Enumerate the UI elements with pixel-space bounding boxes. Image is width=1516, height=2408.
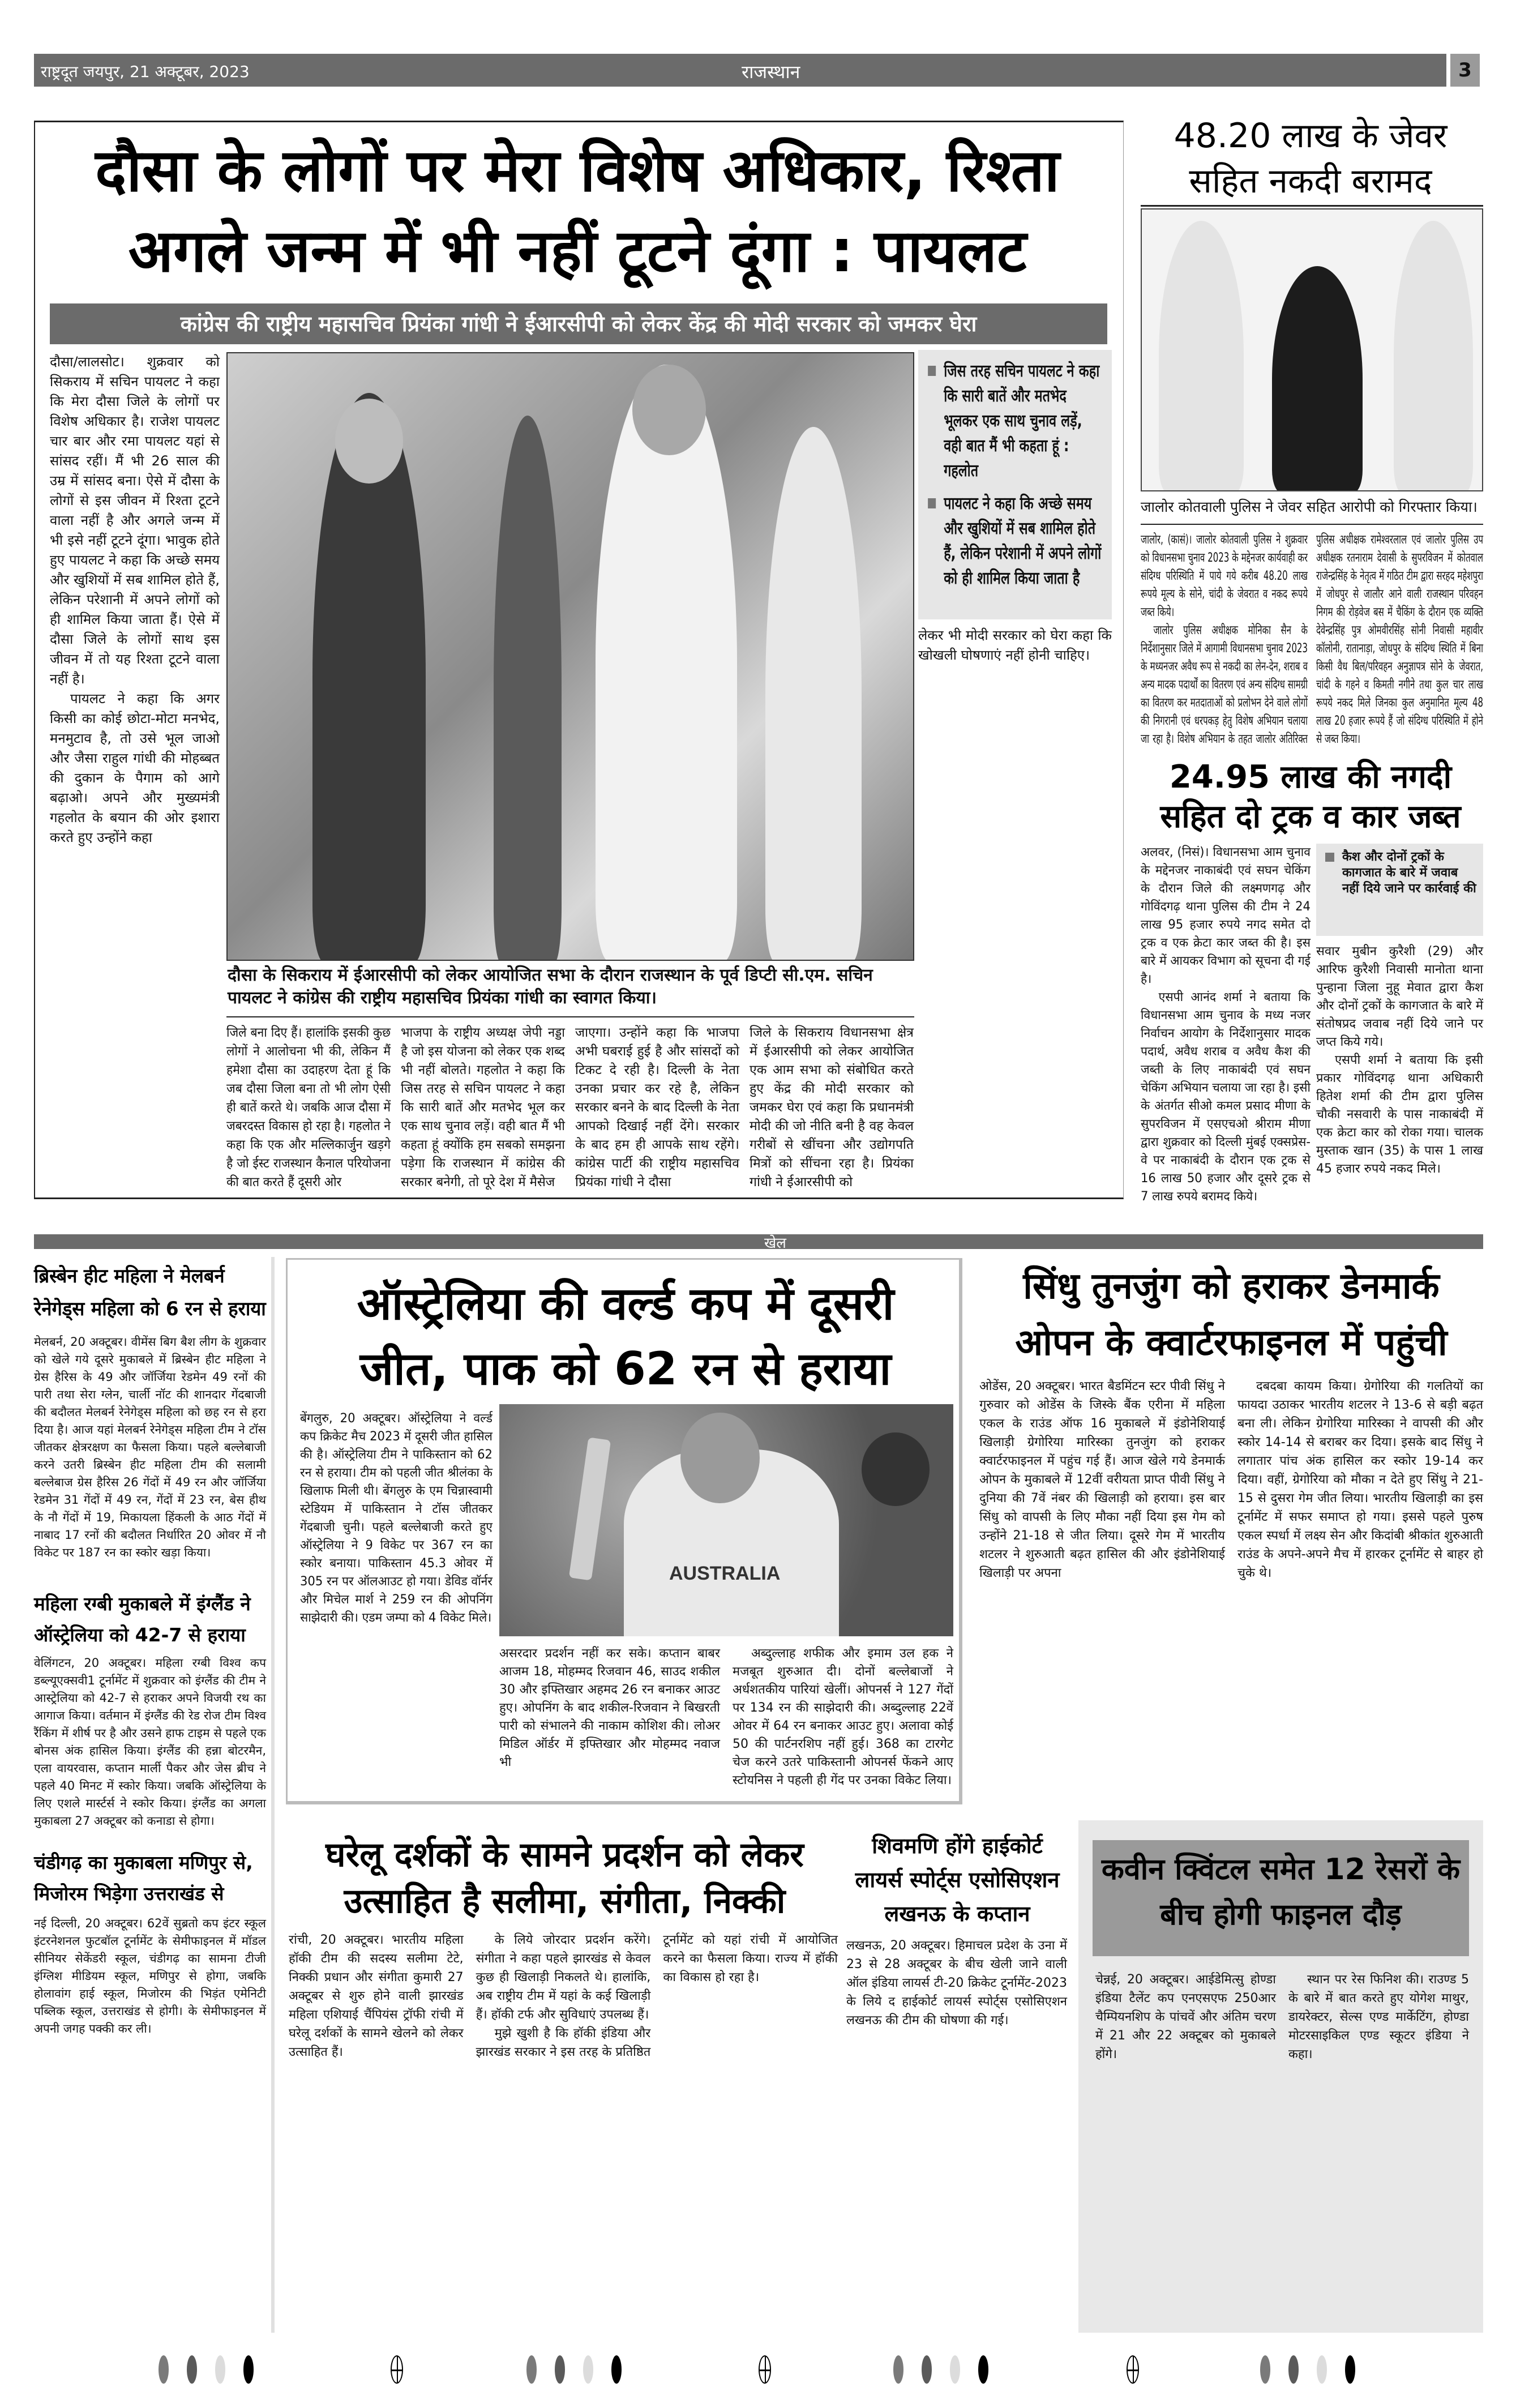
chandigarh-text: नई दिल्ली, 20 अक्टूबर। 62वें सुब्रतो कप इंटर स्कूल इंटरनेशनल फुटबॉल टूर्नामेंट के सेमीफाइनल में मॉडल सीनियर सेकेंडरी स्कूल, चंडीगढ़ का सामना टीजी इंग्लिश मीडियम स्कूल, मणिपुर से होगा, जबकि होलावांग हाई स्कूल, मिजोरम की भिड़ंत एमेनिटी पब्लिक स्कूल, उत्तराखंड से होगी। के सेमीफाइनल में अपनी जगह पक्की कर ली।: [34, 1917, 266, 2035]
lead-bottom-column: भाजपा के राष्ट्रीय अध्यक्ष जेपी नड्डा है जो इस योजना को लेकर एक शब्द भी नहीं बोलते। गहलोत ने कहा कि जिस तरह से सचिन पायलट ने कहा कि सारी बातें और मतभेद भूल कर एक साथ चुनाव लड़ें। वही बात मैं भी कहता हूं क्योंकि हम सबको समझना पड़ेगा कि राजस्थान में कांग्रेस की सरकार बनेगी, तो पूरे देश में मैसेज: [401, 1025, 565, 1190]
crosshair-registration-icon: [391, 2355, 403, 2384]
color-registration-mark: [1345, 2355, 1355, 2384]
rugby-headline-box: [34, 1588, 266, 1652]
australia-photo: [499, 1404, 953, 1636]
lead-headline-box: [45, 130, 1110, 298]
lead-photo-caption: दौसा के सिकराय में ईआरसीपी को लेकर आयोजित सभा के दौरान राजस्थान के पूर्व डिप्टी सी.एम. सचिन पायलट ने कांग्रेस की राष्ट्रीय महासचिव प्रियंका गांधी का स्वागत किया।: [228, 965, 873, 1008]
lead-subheadline: कांग्रेस की राष्ट्रीय महासचिव प्रियंका गांधी ने ईआरसीपी को लेकर केंद्र की मोदी सरकार को जमकर घेरा: [180, 311, 977, 336]
square-bullet-icon: [928, 366, 936, 376]
divider: [1141, 205, 1483, 207]
page-number: 3: [1450, 54, 1480, 87]
sindhu-headline-box: [979, 1258, 1483, 1371]
alwar-right-text: सवार मुबीन कुरैशी (29) और आरिफ कुरैशी निवासी मानोता थाना पुन्हाना जिला नुहू मेवात द्वारा कैश और दोनों ट्रकों के कागजात के बारे में संतोषप्रद जवाब नहीं दिये जाने पर जप्त किये गये। एसपी शर्मा ने बताया कि इसी प्रकार गोविंदगढ़ थाना अधिकारी हितेश शर्मा की टीम द्वारा पुलिस चौकी नसवारी के पास नाकाबंदी में एक क्रेटा कार को रोका गया। चालक मुस्ताक खान (35) के पास 1 लाख 45 हजार रुपये नकद मिले।: [1316, 944, 1483, 1176]
jersey-text: AUSTRALIA: [669, 1563, 781, 1584]
color-registration-mark: [583, 2355, 593, 2384]
jalore-text: जालोर, (कासं)। जालोर कोतवाली पुलिस ने शुक्रवार को विधानसभा चुनाव 2023 के मद्देनजर कार्यवाही कर संदिग्ध परिस्थिति में पाये गये करीब 48.20 लाख रूपये मूल्य के सोने, चांदी के जेवरात व नकद रूपये जब्त किये। जालोर पुलिस अधीक्षक मोनिका सैन के निर्देशानुसार जिले में आगामी विधानसभा चुनाव 2023 के मध्यनजर अवैध रूप से नकदी का लेन-देन, शराब व अन्य मादक पदार्थों का वितरण एवं अन्य संदिग्ध सामग्री का वितरण कर मतदाताओं को प्रलोभन देने वाले लोगों की निगरानी एवं धरपकड़ हेतु विशेष अभियान चलाया जा रहा है। विशेष अभियान के तहत जालोर अतिरिक्त पुलिस अधीक्षक रामेश्वरलाल एवं जालोर पुलिस उप अधीक्षक रतनाराम देवासी के सुपरविजन में कोतवाल राजेन्द्रसिंह के नेतृत्व में गठित टीम द्वारा सरहद महेशपुरा में जोधपुर से जालौर आने वाली राजस्थान परिवहन निगम की रोड़वेज बस में चैकिंग के दौरान एक व्यक्ति देवेन्द्रसिंह पुत्र ओमवीरसिंह सोनी निवासी महावीर कॉलोनी, रातानाड़ा, जोधपुर के संदिग्ध स्थिति में बिना किसी वैध बिल/परिवहन अनुज्ञापत्र सोने के जेवरात, चांदी के गहने व किमती नगीने तथा कुल चार लाख रूपये नकद मिले जिनका कुल अनुमानित मूल्य 48 लाख 20 हजार रूपये हैं जो संदिग्ध परिस्थिति में होने से जब्त किया।: [1141, 533, 1483, 746]
color-registration-mark: [1317, 2355, 1327, 2384]
page-header-bar: [34, 54, 1446, 87]
lead-photo: [226, 352, 914, 961]
shivmani-headline-box: [846, 1829, 1068, 1932]
hockey-text: रांची, 20 अक्टूबर। भारतीय महिला हॉकी टीम की सदस्य सलीमा टेटे, निक्की प्रधान और संगीता कुमारी 27 अक्टूबर से शुरु होने वाली झारखंड महिला एशियाई चैंपियंस ट्रॉफी रांची में घरेलू दर्शकों के सामने खेलने को लेकर उत्साहित हैं। के लिये जोरदार प्रदर्शन करेंगे। संगीता ने कहा पहले झारखंड से केवल कुछ ही खिलाड़ी निकलते थे। हालांकि, अब राष्ट्रीय टीम में यहां के कई खिलाड़ी हैं। हॉकी टर्फ और सुविधाएं उपलब्ध हैं। मुझे खुशी है कि हॉकी इंडिया और झारखंड सरकार ने इस तरह के प्रतिष्ठित टूर्नामेंट को यहां रांची में आयोजित करने का फैसला किया। राज्य में हॉकी का विकास हो रहा है।: [289, 1933, 838, 2059]
lead-left-column: दौसा/लालसोट। शुक्रवार को सिकराय में सचिन पायलट ने कहा कि मेरा दौसा जिले के लोगों पर विशेष अधिकार है। राजेश पायलट चार बार और रमा पायलट यहां से सांसद रहीं। मैं भी 26 साल की उम्र में सांसद बना। ऐसे में दौसा के लोगों से इस जीवन में रिश्ता टूटने वाला नहीं है और अगले जन्म में भी इसे नहीं टूटने दूंगा। भावुक होते हुए पायलट ने कहा कि अच्छे समय और खुशियों में सब शामिल होते हैं, लेकिन परेशानी में अपने लोगों को ही शामिल किया जाता हैं। ऐसे में दौसा जिले के लोगों साथ इस जीवन में तो यह रिश्ता टूटने वाला नहीं है। पायलट ने कहा कि अगर किसी का कोई छोटा-मोटा मनभेद, मनमुटाव है, तो उसे भूल जाओ और जैसा राहुल गांधी की मोहब्बत की दुकान के पैगाम को आगे बढ़ाओ। अपने और मुख्यमंत्री गहलोत के बयान की ओर इशारा करते हुए उन्होंने कहा: [50, 354, 220, 845]
hockey-headline: घरेलू दर्शकों के सामने प्रदर्शन को लेकर उत्साहित है सलीमा, संगीता, निक्की: [326, 1835, 804, 1921]
shivmani-headline: शिवमणि होंगे हाईकोर्ट लायर्स स्पोर्ट्स एसोसिएशन लखनऊ के कप्तान: [855, 1833, 1060, 1926]
brisbane-headline: ब्रिस्बेन हीट महिला ने मेलबर्न रेनेगेड्स महिला को 6 रन से हराया: [34, 1265, 266, 1320]
divider: [1141, 524, 1483, 525]
alwar-callout: [1316, 844, 1483, 936]
lead-bottom-column: जिले बना दिए हैं। हालांकि इसकी कुछ लोगों ने आलोचना भी की, लेकिन मैं हमेशा दौसा का उदाहरण देता हूं कि जब दौसा जिला बना तो भी लोग ऐसी ही बातें करते थे। जबकि आज दौसा में जबरदस्त विकास हो रहा है। गहलोत ने कहा कि एक और मल्लिकार्जुन खड़गे है जो ईस्ट राजस्थान कैनाल परियोजना की बात करते हैं दूसरी ओर: [226, 1025, 391, 1190]
paper-date: राष्ट्रदूत जयपुर, 21 अक्टूबर, 2023: [41, 62, 250, 81]
color-registration-mark: [893, 2355, 903, 2384]
lead-headline: दौसा के लोगों पर मेरा विशेष अधिकार, रिश्ता अगले जन्म में भी नहीं टूटने दूंगा : पायलट: [95, 136, 1060, 285]
australia-below-text: असरदार प्रदर्शन नहीं कर सके। कप्तान बाबर आजम 18, मोहम्मद रिजवान 46, साउद शकील 30 और इफ्तिखार अहमद 26 रन बनाकर आउट हुए। ओपनिंग के बाद शकील-रिजवान ने बिखरती पारी को संभालने की नाकाम कोशिश की। लोअर मिडिल ऑर्डर में इफ्तिखार और मोहम्मद नवाज भी अब्दुल्लाह शफीक और इमाम उल हक ने मजबूत शुरुआत दी। दोनों बल्लेबाजों ने अर्धशतकीय पारियां खेलीं। ओपनर्स ने 127 गेंदों पर 134 रन की साझेदारी की। अब्दुल्लाह 22वें ओवर में 64 रन बनाकर आउट हुए। अलावा कोई 50 की पार्टनरशिप नहीं हुई। 368 का टारगेट चेज करने उतरे पाकिस्तानी ओपनर्स फेंकने आए स्टोयनिस ने पहली ही गेंद पर उनका विकेट लिया।: [499, 1646, 953, 1787]
brisbane-headline-box: [34, 1260, 266, 1328]
chandigarh-headline: चंडीगढ़ का मुकाबला मणिपुर से, मिजोरम भिड़ेगा उत्तराखंड से: [34, 1851, 253, 1905]
lead-callout-box: [918, 350, 1112, 619]
divider: [226, 1016, 914, 1017]
color-registration-mark: [526, 2355, 537, 2384]
color-registration-mark: [187, 2355, 197, 2384]
australia-headline-box: [306, 1271, 945, 1401]
hockey-headline-box: [289, 1832, 841, 1926]
color-registration-mark: [159, 2355, 169, 2384]
queen-headline-box: [1098, 1847, 1463, 1949]
jalore-headline-box: [1141, 113, 1480, 204]
queen-text: चेन्नई, 20 अक्टूबर। आईडेमित्सु होण्डा इंडिया टैलेंट कप एनएसएफ 250आर चैम्पियनशिप के पांचवें और अंतिम चरण में 21 और 22 अक्टूबर को मुकाबले होंगे। स्थान पर रेस फिनिश की। राउण्ड 5 के बारे में बात करते हुए योगेश माथुर, डायरेक्टर, सेल्स एण्ड मार्केटिंग, होण्डा मोटरसाइकिल एण्ड स्कूटर इंडिया ने कहा।: [1095, 1973, 1469, 2061]
lead-right-column: लेकर भी मोदी सरकार को घेरा कहा कि खोखली घोषणाएं नहीं होनी चाहिए।: [918, 627, 1112, 663]
callout-item: जिस तरह सचिन पायलट ने कहा कि सारी बातें और मतभेद भूलकर एक साथ चुनाव लड़ें, वही बात मैं भी कहता हूं : गहलोत: [926, 359, 1104, 484]
jalore-photo: [1141, 208, 1483, 491]
lead-bottom-column: जिले के सिकराय विधानसभा क्षेत्र में ईआरसीपी को लेकर आयोजित एक आम सभा को संबोधित करते हुए केंद्र की मोदी सरकार को जमकर घेरा एवं कहा कि प्रधानमंत्री मोदी की जो नीति बनी है वह केवल गरीबों से खींचना और उद्योगपति मित्रों को सींचना रहा है। प्रियंका गांधी ने ईआरसीपी को: [750, 1025, 914, 1190]
crosshair-registration-icon: [759, 2355, 771, 2384]
australia-side-text: बेंगलुरु, 20 अक्टूबर। ऑस्ट्रेलिया ने वर्ल्ड कप क्रिकेट मैच 2023 में दूसरी जीत हासिल की है। ऑस्ट्रेलिया टीम ने पाकिस्तान को 62 रन से हराया। टीम को पहली जीत श्रीलंका के खिलाफ मिली थी। बेंगलुरु के एम चिन्नास्वामी स्टेडियम में पाकिस्तान ने टॉस जीतकर गेंदबाजी चुनी। पहले बल्लेबाजी करते हुए ऑस्ट्रेलिया ने 9 विकेट पर 367 रन का स्कोर बनाया। पाकिस्तान 45.3 ओवर में 305 रन पर ऑलआउट हो गया। डेविड वॉर्नर और मिचेल मार्श ने 259 रन की ओपनिंग साझेदारी की। एडम जम्पा को 4 विकेट मिले।: [300, 1412, 493, 1625]
color-registration-mark: [950, 2355, 960, 2384]
sports-section-bar: [34, 1234, 1483, 1252]
rugby-text: वेलिंगटन, 20 अक्टूबर। महिला रग्बी विश्व कप डब्ल्यूएक्सवी1 टूर्नामेंट में शुक्रवार को इंग्लैंड की टीम ने आस्ट्रेलिया को 42-7 से हराकर अपने विजयी रथ का आगाज किया। वर्तमान में इंग्लैंड की रेड रोज टीम विश्व रैंकिंग में शीर्ष पर है और उसने हाफ टाइम से पहले एक बोनस अंक हासिल किया। इंग्लैंड की हन्ना बोटरमैन, एला वायरवास, कप्तान मार्ली पैकर और जेस ब्रीच ने पहले 40 मिनट में स्कोर किया। जबकि ऑस्ट्रेलिया के लिए एशले मार्स्टर्स ने स्कोर किया। इंग्लैंड का अगला मुकाबला 27 अक्टूबर को कनाडा से होगा।: [34, 1656, 266, 1828]
square-bullet-icon: [928, 498, 936, 508]
jalore-headline: 48.20 लाख के जेवर सहित नकदी बरामद: [1174, 116, 1448, 201]
color-registration-mark: [1260, 2355, 1270, 2384]
sindhu-text: ओडेंस, 20 अक्टूबर। भारत बैडमिंटन स्टर पीवी सिंधु ने गुरुवार को ओडेंस के जिस्के बैंक एरीना में महिला एकल के राउंड ऑफ 16 मुकाबले में इंडोनेशियाई खिलाड़ी ग्रेगोरिया मारिस्का तुनजुंग को हराकर क्वार्टरफाइनल में पहुंच गई हैं। आज खेले गये डेनमार्क ओपन के मुकाबले में 12वीं वरीयता प्राप्त पीवी सिंधु ने दुनिया की 7वें नंबर की खिलाड़ी को हराया। इस बार सिंधु को वापसी के लिए मौका नहीं दिया इस गेम को उन्होंने 21-18 से जीत लिया। दूसरे गेम में भारतीय शटलर ने शुरुआती बढ़त हासिल की और इंडोनेशियाई खिलाड़ी पर अपना दबदबा कायम किया। ग्रेगोरिया की गलतियों का फायदा उठाकर भारतीय शटलर ने 13-6 से बड़ी बढ़त बना ली। लेकिन ग्रेगोरिया मारिस्का ने वापसी की और स्कोर 14-14 से बराबर कर दिया। इसके बाद सिंधु ने लगातार पांच अंक हासिल कर स्कोर 19-14 कर दिया। वहीं, ग्रेगोरिया को मौका न देते हुए सिंधु ने 21-15 से दुसरा गेम जीत लिया। भारतीय खिलाड़ी का इस टूर्नामेंट में सफर समाप्त हो गया। इससे पहले पुरुष एकल स्पर्धा में लक्ष्य सेन और किदांबी श्रीकांत शुरुआती राउंड के अपने-अपने मैच में हारकर टूर्नामेंट से बाहर हो चुके थे।: [979, 1379, 1483, 1580]
alwar-headline: 24.95 लाख की नगदी सहित दो ट्रक व कार जब्त: [1160, 759, 1461, 835]
shivmani-text: लखनऊ, 20 अक्टूबर। हिमाचल प्रदेश के उना में 23 से 28 अक्टूबर के बीच खेली जाने वाली ऑल इंडिया लायर्स टी-20 क्रिकेट टूर्नामेंट-2023 के लिये द हाईकोर्ट लायर्स स्पोर्ट्स एसोसिएशन लखनऊ की टीम की घोषणा की गई।: [846, 1939, 1067, 2028]
color-registration-mark: [243, 2355, 254, 2384]
lead-photo-caption-box: [228, 964, 914, 1011]
registration-marks: [0, 2353, 1516, 2386]
color-registration-mark: [1288, 2355, 1299, 2384]
jalore-caption-box: [1141, 496, 1483, 520]
brisbane-text: मेलबर्न, 20 अक्टूबर। वीमेंस बिग बैश लीग के शुक्रवार को खेले गये दूसरे मुकाबले में ब्रिस्बेन हीट महिला ने ग्रेस हैरिस के 49 और जॉर्जिया रेडमेन 49 रनों की पारी तथा सेरा ग्लेन, चार्ली नॉट की शानदार गेंदबाजी की बदौलत मेलबर्न रेनेगेड्स महिला को छह रन से हरा दिया है। आज यहां मेलबर्न रेनेगेड्स महिला टीम ने टॉस जीतकर क्षेत्ररक्षण का फैसला किया। पहले बल्लेबाजी करने उतरी ब्रिस्बेन हीट महिला टीम की सलामी बल्लेबाज ग्रेस हैरिस 26 गेंदों में 49 रन और जॉर्जिया रेडमेन 31 गेंदों में 49 रन, गेंदों में 23 रन, बेस हीथ के नौ गेंदों में 19, मिकायला हिंकली के आठ गेंदों में नाबाद 17 रनों की बदौलत निर्धारित 20 ओवर में नौ विकेट पर 187 रन का स्कोर खड़ा किया।: [34, 1335, 266, 1559]
rugby-headline: महिला रग्बी मुकाबले में इंग्लैंड ने ऑस्ट्रेलिया को 42-7 से हराया: [34, 1593, 251, 1646]
alwar-headline-box: [1132, 758, 1489, 838]
queen-headline: कवीन क्विंटल समेत 12 रेसरों के बीच होगी फाइनल दौड़: [1101, 1853, 1461, 1932]
alwar-left-text: अलवर, (निसं)। विधानसभा आम चुनाव के मद्देनजर नाकाबंदी एवं सघन चेकिंग के दौरान जिले की लक्ष्मणगढ़ और गोविंदगढ़ थाना पुलिस की टीम ने 24 लाख 95 हजार रुपये नगद समेत दो ट्रक व एक क्रेटा कार जब्त की है। इस बारे में आयकर विभाग को सूचना दी गई है। एसपी आनंद शर्मा ने बताया कि विधानसभा आम चुनाव के मध्य नजर निर्वाचन आयोग के निर्देशानुसार मादक पदार्थ, अवैध शराब व अवैध कैश की जब्ती के लिए नाकाबंदी एवं सघन चेकिंग अभियान चलाया जा रहा है। इसी के अंतर्गत सीओ कमल प्रसाद मीणा के सुपरविजन में एसएचओ श्रीराम मीणा द्वारा शुक्रवार को दिल्ली मुंबई एक्सप्रेस-वे पर नाकाबंदी के दौरान एक ट्रक से 16 लाख 50 हजार और दूसरे ट्रक से 7 लाख रुपये बरामद किये।: [1141, 845, 1311, 1204]
jalore-photo-caption: जालोर कोतवाली पुलिस ने जेवर सहित आरोपी को गिरफ्तार किया।: [1141, 499, 1478, 516]
sports-section-label: खेल: [764, 1235, 786, 1252]
callout-item: पायलट ने कहा कि अच्छे समय और खुशियों में सब शामिल होते हैं, लेकिन परेशानी में अपने लोगों को ही शामिल किया जाता है: [926, 491, 1104, 591]
chandigarh-headline-box: [34, 1847, 266, 1910]
callout-item: कैश और दोनों ट्रकों के कागजात के बारे में जवाब नहीं दिये जाने पर कार्रवाई की: [1323, 849, 1476, 897]
crosshair-registration-icon: [1127, 2355, 1139, 2384]
color-registration-mark: [922, 2355, 932, 2384]
color-registration-mark: [555, 2355, 565, 2384]
color-registration-mark: [978, 2355, 988, 2384]
section-name: राजस्थान: [742, 61, 800, 83]
sindhu-headline: सिंधु तुनजुंग को हराकर डेनमार्क ओपन के क्वार्टरफाइनल में पहुंची: [1015, 1265, 1448, 1364]
lead-subheadline-box: [55, 303, 1102, 344]
australia-headline: ऑस्ट्रेलिया की वर्ल्ड कप में दूसरी जीत, पाक को 62 रन से हराया: [357, 1277, 894, 1395]
lead-bottom-column: जाएगा। उन्होंने कहा कि भाजपा अभी घबराई हुई है और सांसदों को टिकट दे रही है। दिल्ली के नेता उनका प्रचार कर रहे है, लेकिन सरकार बनने के बाद दिल्ली के नेता आपको दिखाई नहीं देंगे। सरकार के बाद हम ही आपके साथ रहेंगे। कांग्रेस पार्टी की राष्ट्रीय महासचिव प्रियंका गांधी ने दौसा: [575, 1025, 739, 1190]
color-registration-mark: [611, 2355, 622, 2384]
color-registration-mark: [215, 2355, 225, 2384]
square-bullet-icon: [1325, 853, 1334, 862]
